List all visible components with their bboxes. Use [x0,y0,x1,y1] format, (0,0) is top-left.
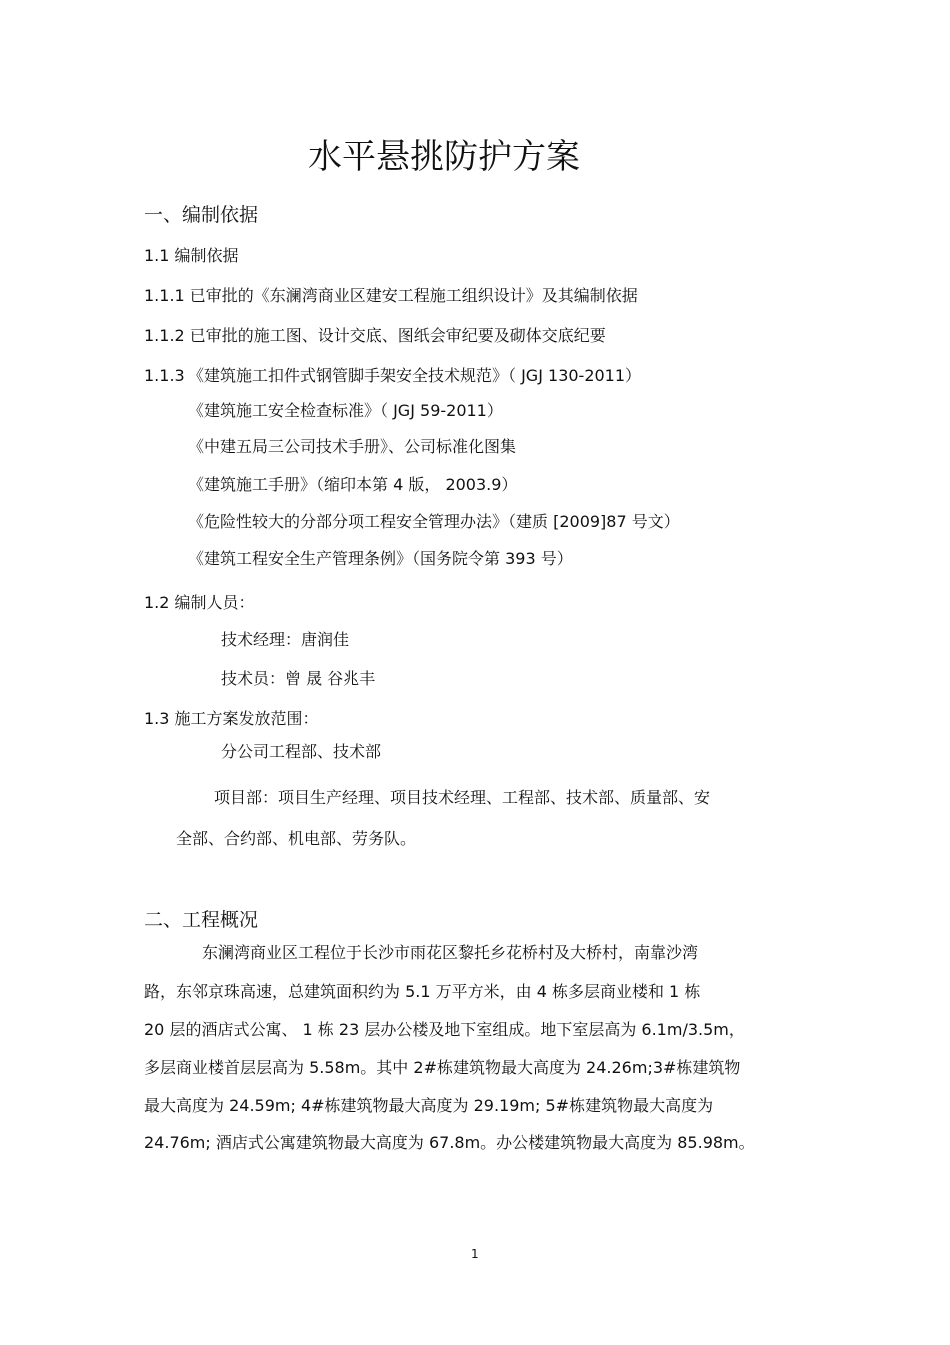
standard-reference: 《中建五局三公司技术手册》、公司标准化图集 [188,437,517,456]
standard-reference: 《危险性较大的分部分项工程安全管理办法》（建质 [2009]87 号文） [188,512,680,531]
staff-line: 技术经理：唐润佳 [221,630,350,649]
overview-paragraph-line: 多层商业楼首层层高为 5.58m。其中 2#栋建筑物最大高度为 24.26m;3#栋建筑物 [144,1058,741,1077]
overview-paragraph-line: 24.76m; 酒店式公寓建筑物最大高度为 67.8m。办公楼建筑物最大高度为 85.98m。 [144,1133,755,1152]
subheading-1-3: 1.3 施工方案发放范围： [144,709,319,728]
subheading-1-1: 1.1 编制依据 [144,246,239,265]
item-1-1-1: 1.1.1 已审批的《东澜湾商业区建安工程施工组织设计》及其编制依据 [144,286,638,305]
standard-reference: 《建筑施工安全检查标准》（ JGJ 59-2011） [188,401,503,420]
staff-line: 技术员：曾 晟 谷兆丰 [221,669,376,688]
item-1-1-2: 1.1.2 已审批的施工图、设计交底、图纸会审纪要及砌体交底纪要 [144,326,606,345]
standard-reference: 《建筑工程安全生产管理条例》（国务院令第 393 号） [188,549,573,568]
distribution-line: 分公司工程部、技术部 [221,742,382,761]
distribution-line: 项目部：项目生产经理、项目技术经理、工程部、技术部、质量部、安 [214,788,711,807]
section-heading-basis: 一、编制依据 [144,204,259,226]
overview-paragraph-line: 路，东邻京珠高速，总建筑面积约为 5.1 万平方米，由 4 栋多层商业楼和 1 栋 [144,982,701,1001]
overview-paragraph-line: 最大高度为 24.59m; 4#栋建筑物最大高度为 29.19m; 5#栋建筑物最大高度为 [144,1096,714,1115]
subheading-1-2: 1.2 编制人员： [144,593,255,612]
distribution-line: 全部、合约部、机电部、劳务队。 [176,829,417,848]
page-number: 1 [471,1247,479,1261]
document-title: 水平悬挑防护方案 [308,137,580,177]
overview-paragraph-line: 20 层的酒店式公寓、 1 栋 23 层办公楼及地下室组成。地下室层高为 6.1m/3.5m， [144,1020,745,1039]
section-heading-overview: 二、工程概况 [144,909,259,931]
overview-paragraph-line: 东澜湾商业区工程位于长沙市雨花区黎托乡花桥村及大桥村，南靠沙湾 [202,943,699,962]
item-1-1-3-number: 1.1.3 [144,366,185,385]
standard-reference: 《建筑施工扣件式钢管脚手架安全技术规范》（ JGJ 130-2011） [188,366,642,385]
standard-reference: 《建筑施工手册》（缩印本第 4 版， 2003.9） [188,475,518,494]
